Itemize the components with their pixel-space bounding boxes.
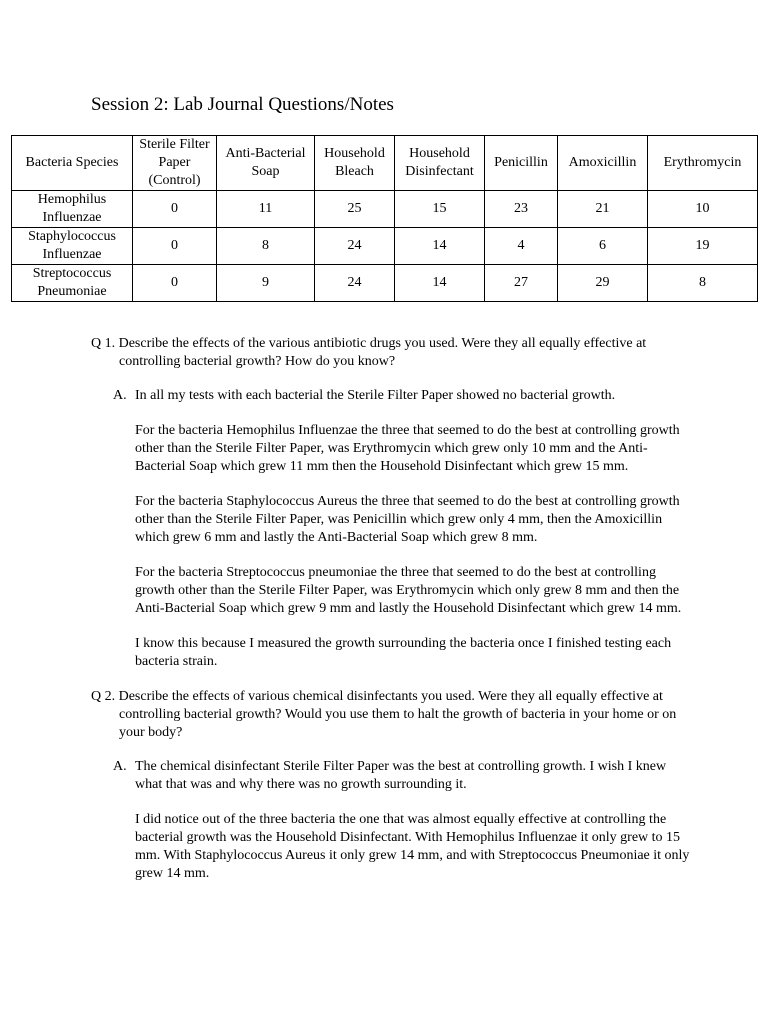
table-cell: Staphylococcus Influenzae [12, 228, 133, 265]
answer-paragraph: For the bacteria Staphylococcus Aureus the three that seemed to do the best at controlling growth other than the Sterile Filter Paper, was Penicillin which grew only 4 mm, then the Amoxicillin which grew 6 mm and lastly the Anti-Bacterial Soap which grew 8 mm. [135, 494, 680, 545]
table-cell: 9 [217, 265, 315, 302]
table-cell: 25 [315, 191, 395, 228]
table-cell: 0 [133, 228, 217, 265]
table-row [12, 265, 758, 302]
table-cell: 8 [648, 265, 758, 302]
table-cell: 0 [133, 265, 217, 302]
answer-marker: A. [113, 388, 127, 403]
table-cell: 23 [485, 191, 558, 228]
table-header-row [12, 136, 758, 191]
answer-paragraph: I did notice out of the three bacteria the one that was almost equally effective at controlling the bacterial growth was the Household Disinfectant. With Hemophilus Influenzae it only grew to 15 mm. With Staphylococcus Aureus it only grew 14 mm, and with Streptococcus Pneumoniae it only grew 14 mm. [135, 812, 690, 881]
table-cell: 24 [315, 228, 395, 265]
answer-marker: A. [113, 759, 127, 774]
column-header: Sterile Filter Paper (Control) [133, 136, 217, 191]
table-cell: 15 [395, 191, 485, 228]
answer-2 [113, 758, 691, 883]
column-header: Anti-Bacterial Soap [217, 136, 315, 191]
table-cell: 21 [558, 191, 648, 228]
table-cell: 10 [648, 191, 758, 228]
answer-paragraph: For the bacteria Hemophilus Influenzae the three that seemed to do the best at controlling growth other than the Sterile Filter Paper, was Erythromycin which grew only 10 mm and the Anti-Bacterial Soap which grew 11 mm then the Household Disinfectant which grew 15 mm. [135, 423, 680, 474]
table-cell: 4 [485, 228, 558, 265]
results-table [11, 135, 758, 302]
table-cell: 24 [315, 265, 395, 302]
answer-1 [113, 387, 691, 671]
table-cell: 14 [395, 228, 485, 265]
question-2: Q 2. Describe the effects of various chemical disinfectants you used. Were they all equally effective at controlling bacterial growth? Would you use them to halt the growth of bacteria in your home or on your body? [91, 689, 677, 740]
column-header: Bacteria Species [12, 136, 133, 191]
table-cell: 19 [648, 228, 758, 265]
answer-paragraph: For the bacteria Streptococcus pneumoniae the three that seemed to do the best at controlling growth other than the Sterile Filter Paper, was Erythromycin which only grew 8 mm and then the Anti-Bacterial Soap which grew 9 mm and lastly the Household Disinfectant which grew 14 mm. [135, 565, 682, 616]
table-cell: 0 [133, 191, 217, 228]
answer-paragraph: In all my tests with each bacterial the Sterile Filter Paper showed no bacterial growth. [135, 388, 616, 403]
table-cell: Streptococcus Pneumoniae [12, 265, 133, 302]
question-1: Q 1. Describe the effects of the various antibiotic drugs you used. Were they all equally effective at controlling bacterial growth? How do you know? [91, 336, 647, 369]
table-cell: 29 [558, 265, 648, 302]
table-row [12, 191, 758, 228]
page-title: Session 2: Lab Journal Questions/Notes [91, 94, 394, 115]
answer-paragraph: The chemical disinfectant Sterile Filter Paper was the best at controlling growth. I wish I knew what that was and why there was no growth surrounding it. [135, 759, 667, 792]
column-header: Household Bleach [315, 136, 395, 191]
table-cell: 27 [485, 265, 558, 302]
column-header: Household Disinfectant [395, 136, 485, 191]
table-cell: 14 [395, 265, 485, 302]
column-header: Penicillin [485, 136, 558, 191]
table-cell: 6 [558, 228, 648, 265]
column-header: Amoxicillin [558, 136, 648, 191]
table-row [12, 228, 758, 265]
answer-paragraph: I know this because I measured the growth surrounding the bacteria once I finished testing each bacteria strain. [135, 636, 672, 669]
questions-section [91, 335, 691, 900]
table-cell: 8 [217, 228, 315, 265]
table-cell: Hemophilus Influenzae [12, 191, 133, 228]
table-cell: 11 [217, 191, 315, 228]
column-header: Erythromycin [648, 136, 758, 191]
